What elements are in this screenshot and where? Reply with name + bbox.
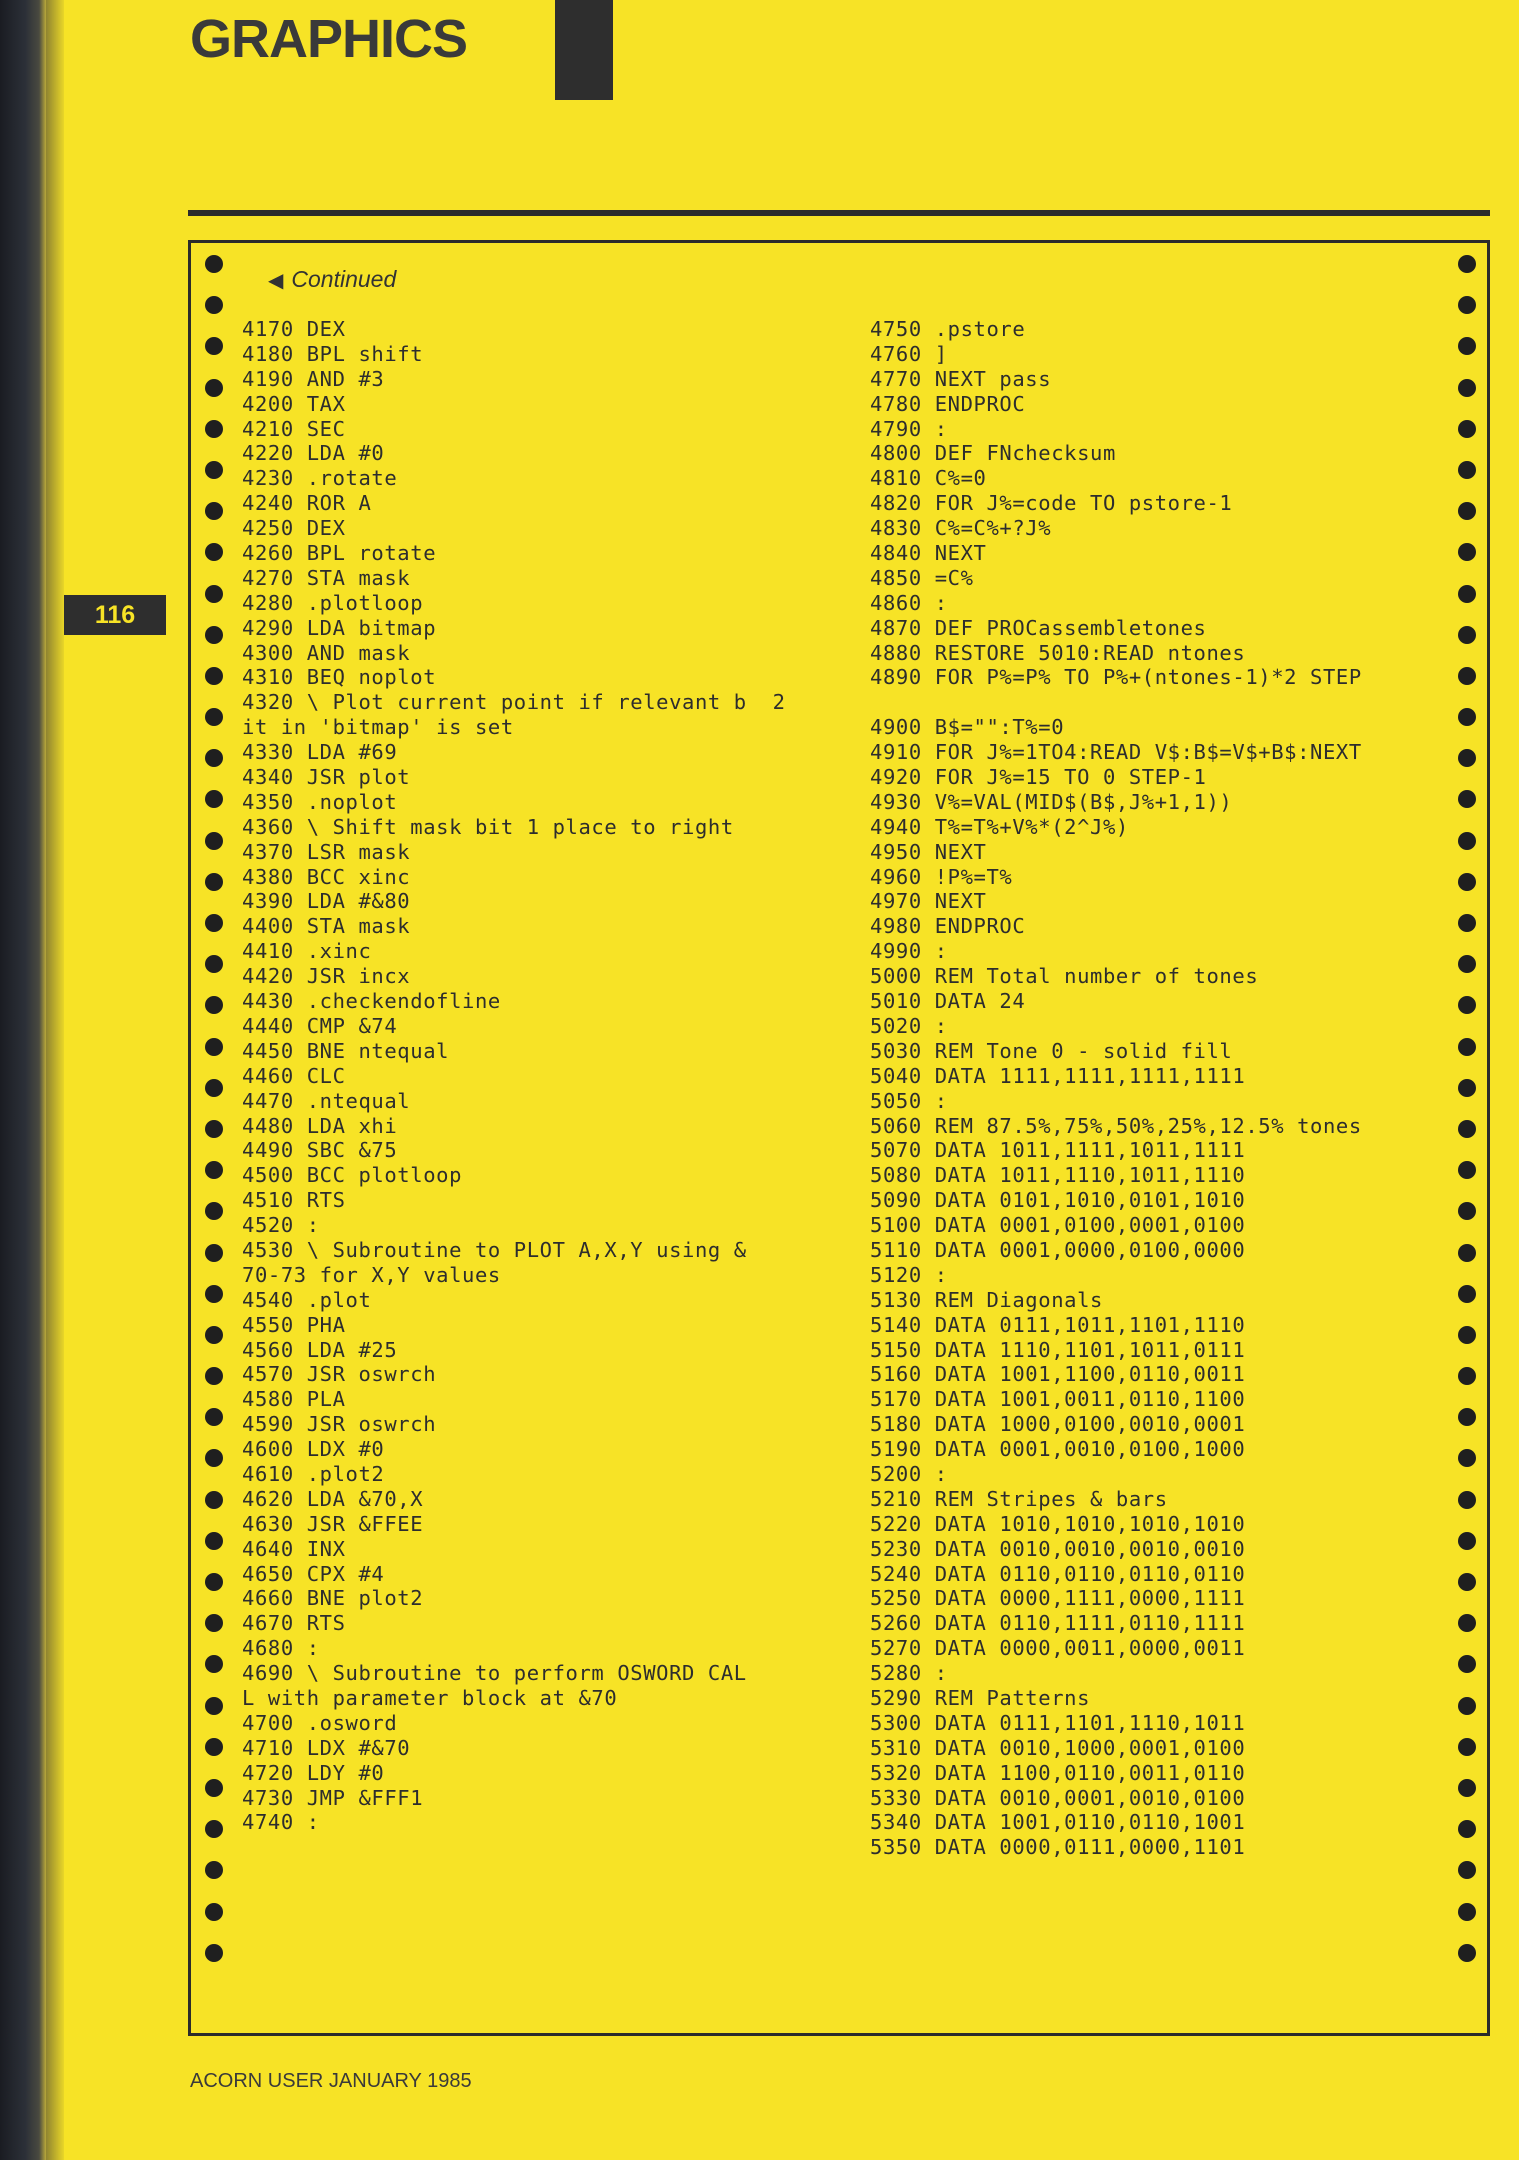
code-line: 4300 AND mask (242, 640, 411, 665)
code-line: 5310 DATA 0010,1000,0001,0100 (870, 1735, 1246, 1760)
code-line: 4750 .pstore (870, 317, 1026, 341)
code-line: 5140 DATA 0111,1011,1101,1110 (870, 1312, 1246, 1337)
code-line: 4330 LDA #69 (242, 740, 398, 765)
code-line: 4410 .xinc (242, 939, 372, 964)
code-line: 4820 FOR J%=code TO pstore-1 (870, 491, 1233, 516)
code-line: 4250 DEX (242, 516, 346, 541)
sprocket-hole (1458, 502, 1476, 520)
sprocket-hole (205, 1491, 223, 1509)
code-line: 5200 : (870, 1461, 948, 1486)
code-line: 4570 JSR oswrch (242, 1362, 437, 1387)
code-line: 4430 .checkendofline (242, 989, 501, 1014)
sprocket-hole (205, 1738, 223, 1756)
code-listing-left (242, 317, 786, 1835)
code-line: 5270 DATA 0000,0011,0000,0011 (870, 1636, 1246, 1661)
sprocket-hole (1458, 585, 1476, 603)
sprocket-hole (1458, 461, 1476, 479)
sprocket-hole (1458, 1449, 1476, 1467)
code-line: 4540 .plot (242, 1287, 372, 1312)
code-listing-right (870, 317, 1362, 1860)
sprocket-hole (205, 873, 223, 891)
sprocket-hole (1458, 1573, 1476, 1591)
sprocket-hole (205, 1820, 223, 1838)
code-line: 5340 DATA 1001,0110,0110,1001 (870, 1810, 1246, 1835)
sprocket-hole (1458, 1120, 1476, 1138)
code-line: 4560 LDA #25 (242, 1337, 398, 1362)
code-line: 5190 DATA 0001,0010,0100,1000 (870, 1437, 1246, 1462)
code-line: 5320 DATA 1100,0110,0011,0110 (870, 1760, 1246, 1785)
code-line: 4650 CPX #4 (242, 1561, 385, 1586)
code-line: 4940 T%=T%+V%*(2^J%) (870, 814, 1129, 839)
code-line: 4230 .rotate (242, 466, 398, 491)
sprocket-hole (1458, 1614, 1476, 1632)
sprocket-hole (1458, 1244, 1476, 1262)
code-line: 4500 BCC plotloop (242, 1163, 463, 1188)
code-line: 4340 JSR plot (242, 765, 411, 790)
page-number: 116 (64, 595, 166, 635)
sprocket-hole (205, 1038, 223, 1056)
code-line: 4490 SBC &75 (242, 1138, 398, 1163)
sprocket-hole (205, 1573, 223, 1591)
code-line: 5000 REM Total number of tones (870, 964, 1259, 989)
sprocket-hole (1458, 1697, 1476, 1715)
code-line: 5160 DATA 1001,1100,0110,0011 (870, 1362, 1246, 1387)
code-line: 4860 : (870, 590, 948, 615)
sprocket-hole (205, 832, 223, 850)
sprocket-hole (1458, 1820, 1476, 1838)
code-line: 4660 BNE plot2 (242, 1586, 424, 1611)
sprocket-hole (205, 1697, 223, 1715)
code-line: 4950 NEXT (870, 839, 987, 864)
header-rule (188, 210, 1490, 216)
code-line: 4380 BCC xinc (242, 864, 411, 889)
sprocket-hole (1458, 1161, 1476, 1179)
sprocket-hole (1458, 626, 1476, 644)
code-line: 5090 DATA 0101,1010,0101,1010 (870, 1188, 1246, 1213)
sprocket-hole (1458, 1738, 1476, 1756)
code-line: 4550 PHA (242, 1312, 346, 1337)
sprocket-hole (1458, 420, 1476, 438)
sprocket-hole (205, 337, 223, 355)
code-line: 5060 REM 87.5%,75%,50%,25%,12.5% tones (870, 1113, 1362, 1138)
sprocket-hole (205, 1285, 223, 1303)
code-line: 4690 \ Subroutine to perform OSWORD CAL (242, 1661, 747, 1686)
sprocket-hole (1458, 1655, 1476, 1673)
sprocket-hole (1458, 955, 1476, 973)
sprocket-hole (205, 379, 223, 397)
sprocket-hole (205, 543, 223, 561)
sprocket-hole (205, 585, 223, 603)
footer-text: ACORN USER JANUARY 1985 (190, 2070, 472, 2092)
code-line: 5220 DATA 1010,1010,1010,1010 (870, 1511, 1246, 1536)
sprocket-hole (205, 1326, 223, 1344)
sprocket-hole (205, 461, 223, 479)
code-line: 4880 RESTORE 5010:READ ntones (870, 640, 1246, 665)
sprocket-hole (205, 1779, 223, 1797)
title-decoration-block (555, 0, 613, 100)
code-line: 4240 ROR A (242, 491, 372, 516)
sprocket-hole (1458, 1491, 1476, 1509)
sprocket-hole (1458, 708, 1476, 726)
code-line: 4720 LDY #0 (242, 1760, 385, 1785)
code-line: 5110 DATA 0001,0000,0100,0000 (870, 1237, 1246, 1262)
sprocket-hole (205, 1614, 223, 1632)
sprocket-hole (205, 996, 223, 1014)
sprocket-hole (205, 420, 223, 438)
code-line: 4460 CLC (242, 1063, 346, 1088)
code-line: 4320 \ Plot current point if relevant b 2 (242, 690, 786, 715)
sprocket-hole (1458, 667, 1476, 685)
code-line: 4450 BNE ntequal (242, 1038, 450, 1063)
code-line: 4730 JMP &FFF1 (242, 1785, 424, 1810)
section-title: GRAPHICS (190, 9, 468, 69)
sprocket-hole (205, 1367, 223, 1385)
code-line: 4840 NEXT (870, 541, 987, 566)
code-line: 5280 : (870, 1661, 948, 1686)
code-line: 5330 DATA 0010,0001,0010,0100 (870, 1785, 1246, 1810)
code-line: 4180 BPL shift (242, 341, 424, 366)
code-line: 5210 REM Stripes & bars (870, 1486, 1168, 1511)
code-line: 4390 LDA #&80 (242, 889, 411, 914)
code-line: 4970 NEXT (870, 889, 987, 914)
code-line: 5240 DATA 0110,0110,0110,0110 (870, 1561, 1246, 1586)
code-line: 5230 DATA 0010,0010,0010,0010 (870, 1536, 1246, 1561)
sprocket-hole (1458, 1903, 1476, 1921)
code-line: 4600 LDX #0 (242, 1437, 385, 1462)
sprocket-hole (1458, 379, 1476, 397)
sprocket-hole (1458, 1285, 1476, 1303)
sprocket-hole (205, 914, 223, 932)
code-line: 5250 DATA 0000,1111,0000,1111 (870, 1586, 1246, 1611)
code-line: 4290 LDA bitmap (242, 615, 437, 640)
sprocket-hole (205, 1202, 223, 1220)
magazine-spine (0, 0, 46, 2160)
sprocket-hole (1458, 1532, 1476, 1550)
sprocket-hole (205, 1244, 223, 1262)
sprocket-hole (1458, 873, 1476, 891)
code-line: 5290 REM Patterns (870, 1685, 1091, 1710)
sprocket-hole (1458, 996, 1476, 1014)
code-line: 4170 DEX (242, 317, 346, 341)
code-line: 4580 PLA (242, 1387, 346, 1412)
code-line: 5010 DATA 24 (870, 989, 1026, 1014)
sprocket-hole (205, 502, 223, 520)
code-line: 4990 : (870, 939, 948, 964)
code-line: 4980 ENDPROC (870, 914, 1026, 939)
code-line: L with parameter block at &70 (242, 1685, 618, 1710)
code-line: 4610 .plot2 (242, 1461, 385, 1486)
code-line: 4800 DEF FNchecksum (870, 441, 1116, 466)
continued-text: Continued (291, 266, 397, 292)
code-line: 4830 C%=C%+?J% (870, 516, 1052, 541)
sprocket-hole (205, 1161, 223, 1179)
code-line: 4360 \ Shift mask bit 1 place to right (242, 814, 734, 839)
sprocket-hole (205, 1120, 223, 1138)
code-line: 4670 RTS (242, 1611, 346, 1636)
code-line: 4870 DEF PROCassembletones (870, 615, 1207, 640)
sprocket-hole (1458, 1779, 1476, 1797)
code-line: 5100 DATA 0001,0100,0001,0100 (870, 1213, 1246, 1238)
sprocket-hole (205, 1861, 223, 1879)
code-line: 70-73 for X,Y values (242, 1262, 501, 1287)
sprocket-hole (1458, 790, 1476, 808)
code-line: 4510 RTS (242, 1188, 346, 1213)
left-arrow-icon: ◀ (268, 270, 284, 292)
sprocket-hole (205, 1944, 223, 1962)
code-line: 5020 : (870, 1013, 948, 1038)
code-line: 4370 LSR mask (242, 839, 411, 864)
code-line: 4220 LDA #0 (242, 441, 385, 466)
sprocket-hole (205, 1408, 223, 1426)
sprocket-hole (1458, 1408, 1476, 1426)
sprocket-hole (205, 255, 223, 273)
code-line: 4920 FOR J%=15 TO 0 STEP-1 (870, 765, 1207, 790)
sprocket-holes-right (1458, 255, 1478, 1985)
code-line: 4200 TAX (242, 391, 346, 416)
code-line: 5260 DATA 0110,1111,0110,1111 (870, 1611, 1246, 1636)
code-line: 4420 JSR incx (242, 964, 411, 989)
code-line: 4530 \ Subroutine to PLOT A,X,Y using & (242, 1237, 747, 1262)
code-line: 5170 DATA 1001,0011,0110,1100 (870, 1387, 1246, 1412)
code-line: 4700 .osword (242, 1710, 398, 1735)
code-line: 5150 DATA 1110,1101,1011,0111 (870, 1337, 1246, 1362)
code-line: 4850 =C% (870, 565, 974, 590)
code-line: 4310 BEQ noplot (242, 665, 437, 690)
code-line: 4400 STA mask (242, 914, 411, 939)
code-line: 4900 B$="":T%=0 (870, 715, 1065, 740)
code-line: 5180 DATA 1000,0100,0010,0001 (870, 1412, 1246, 1437)
code-line: 4590 JSR oswrch (242, 1412, 437, 1437)
sprocket-hole (205, 296, 223, 314)
sprocket-hole (205, 1532, 223, 1550)
sprocket-hole (1458, 914, 1476, 932)
code-line: 5130 REM Diagonals (870, 1287, 1103, 1312)
sprocket-hole (1458, 1038, 1476, 1056)
code-line: 4210 SEC (242, 416, 346, 441)
page-edge (46, 0, 64, 2160)
code-line: 4640 INX (242, 1536, 346, 1561)
sprocket-hole (205, 667, 223, 685)
continued-label (268, 266, 396, 293)
code-line: 4780 ENDPROC (870, 391, 1026, 416)
code-line: 4890 FOR P%=P% TO P%+(ntones-1)*2 STEP (870, 665, 1362, 690)
code-line: 5030 REM Tone 0 - solid fill (870, 1038, 1233, 1063)
code-line: 4740 : (242, 1810, 320, 1835)
code-line: 5070 DATA 1011,1111,1011,1111 (870, 1138, 1246, 1163)
code-line: 5040 DATA 1111,1111,1111,1111 (870, 1063, 1246, 1088)
sprocket-hole (1458, 1944, 1476, 1962)
sprocket-hole (1458, 832, 1476, 850)
sprocket-hole (1458, 255, 1476, 273)
code-line: 5300 DATA 0111,1101,1110,1011 (870, 1710, 1246, 1735)
code-line: 4770 NEXT pass (870, 366, 1052, 391)
code-line: 4630 JSR &FFEE (242, 1511, 424, 1536)
code-line (870, 690, 1362, 715)
code-line: 4760 ] (870, 341, 948, 366)
code-line: 4960 !P%=T% (870, 864, 1013, 889)
sprocket-hole (205, 790, 223, 808)
sprocket-hole (1458, 1326, 1476, 1344)
sprocket-hole (205, 1655, 223, 1673)
sprocket-hole (1458, 337, 1476, 355)
code-line: 4190 AND #3 (242, 366, 385, 391)
sprocket-hole (205, 955, 223, 973)
sprocket-holes-left (205, 255, 225, 1985)
sprocket-hole (205, 1903, 223, 1921)
code-line: 4280 .plotloop (242, 590, 424, 615)
code-line: 5120 : (870, 1262, 948, 1287)
sprocket-hole (1458, 1202, 1476, 1220)
code-line: 5350 DATA 0000,0111,0000,1101 (870, 1835, 1246, 1860)
sprocket-hole (205, 626, 223, 644)
sprocket-hole (205, 1079, 223, 1097)
sprocket-hole (205, 708, 223, 726)
sprocket-hole (1458, 1367, 1476, 1385)
code-line: 4480 LDA xhi (242, 1113, 398, 1138)
code-line: 4680 : (242, 1636, 320, 1661)
code-line: 5050 : (870, 1088, 948, 1113)
sprocket-hole (205, 1449, 223, 1467)
sprocket-hole (1458, 543, 1476, 561)
code-line: 4270 STA mask (242, 565, 411, 590)
code-line: 4470 .ntequal (242, 1088, 411, 1113)
sprocket-hole (1458, 1079, 1476, 1097)
sprocket-hole (1458, 296, 1476, 314)
code-line: 4810 C%=0 (870, 466, 987, 491)
code-line: 4620 LDA &70,X (242, 1486, 424, 1511)
code-line: 4350 .noplot (242, 789, 398, 814)
code-line: 4910 FOR J%=1TO4:READ V$:B$=V$+B$:NEXT (870, 740, 1362, 765)
code-line: 5080 DATA 1011,1110,1011,1110 (870, 1163, 1246, 1188)
code-line: 4520 : (242, 1213, 320, 1238)
sprocket-hole (1458, 1861, 1476, 1879)
code-line: 4440 CMP &74 (242, 1013, 398, 1038)
sprocket-hole (1458, 749, 1476, 767)
code-line: 4710 LDX #&70 (242, 1735, 411, 1760)
code-line: 4790 : (870, 416, 948, 441)
code-line: it in 'bitmap' is set (242, 715, 514, 740)
code-line: 4930 V%=VAL(MID$(B$,J%+1,1)) (870, 789, 1233, 814)
sprocket-hole (205, 749, 223, 767)
code-line: 4260 BPL rotate (242, 541, 437, 566)
